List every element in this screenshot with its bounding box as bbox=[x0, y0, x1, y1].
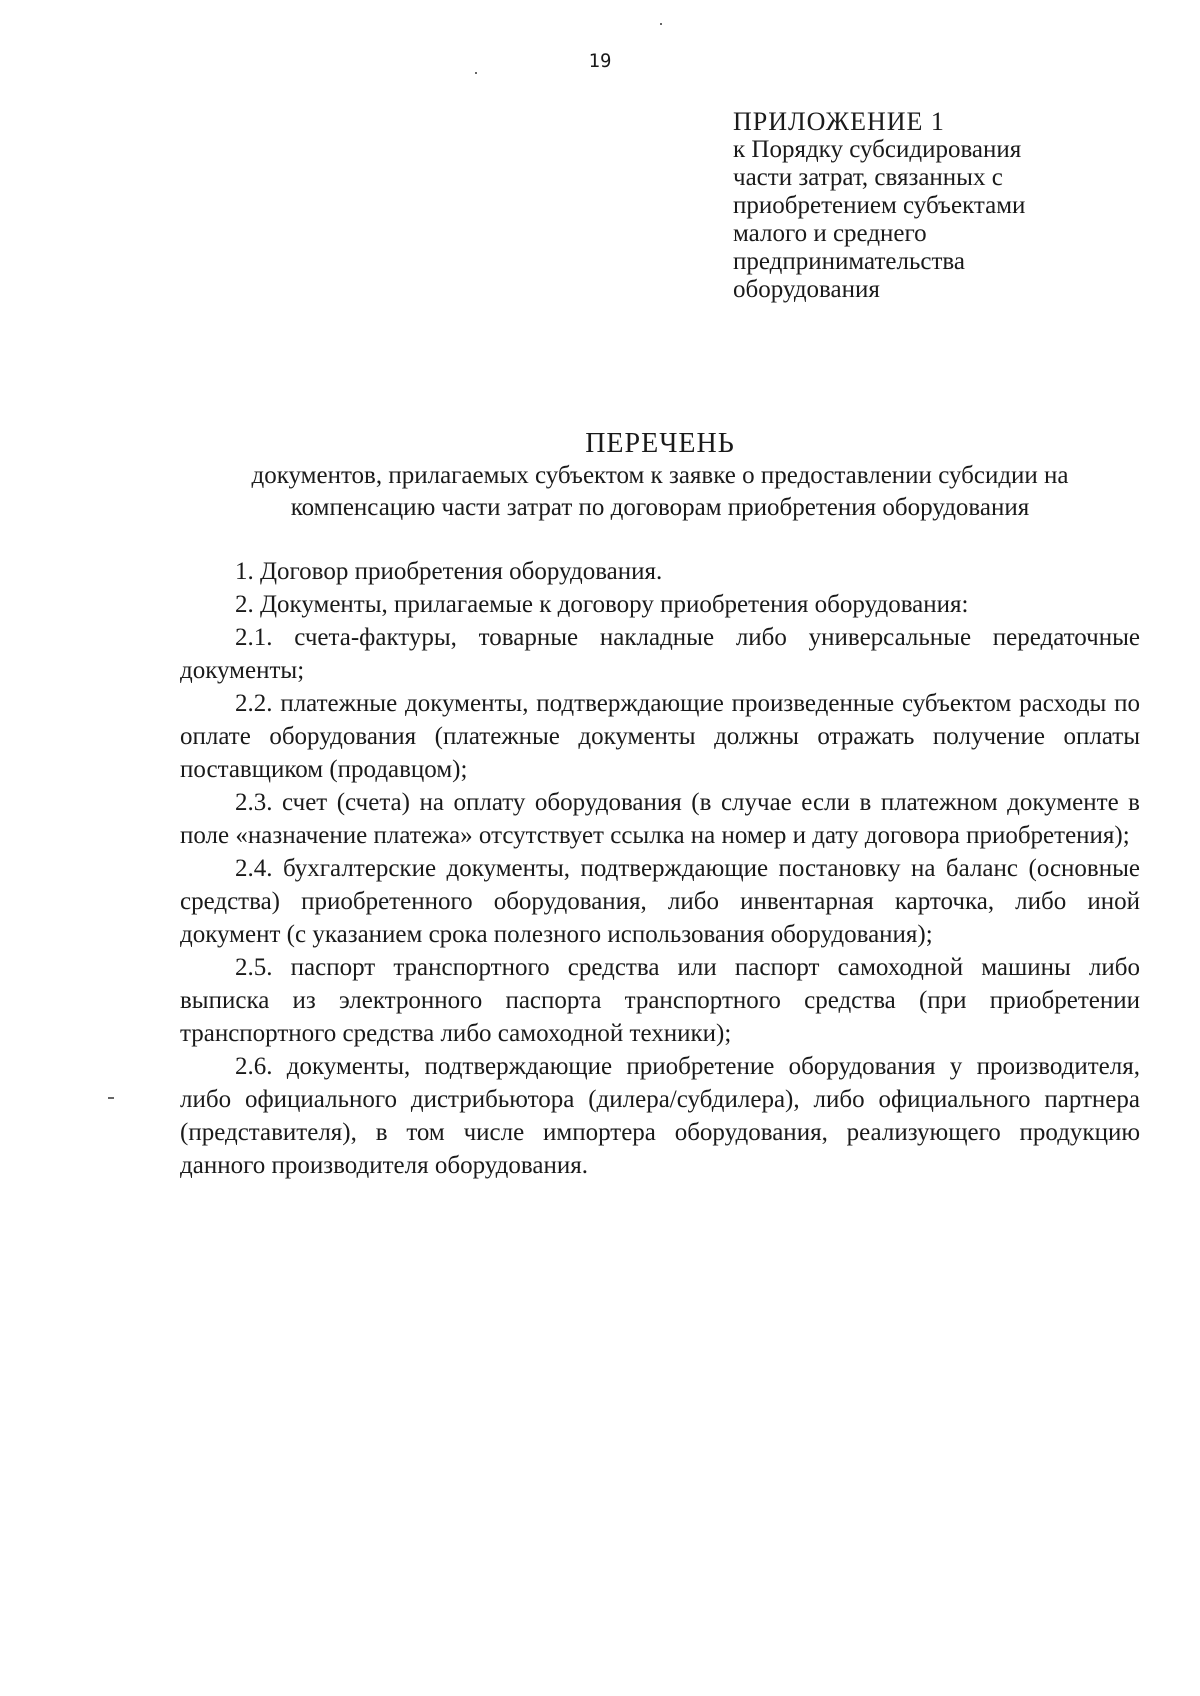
scan-speck bbox=[108, 1097, 114, 1099]
list-item-2-1: 2.1. счета-фактуры, товарные накладные либо универсальные передаточные документы; bbox=[180, 624, 1140, 684]
document-list bbox=[180, 555, 1140, 1182]
list-subtitle-line: документов, прилагаемых субъектом к заявке о предоставлении субсидии на bbox=[251, 462, 1069, 489]
appendix-line: приобретением субъектами bbox=[733, 192, 1026, 219]
list-item-2-5: 2.5. паспорт транспортного средства или паспорт самоходной машины либо выписка из электронного паспорта транспортного средства (при приобретении транспортного средства либо самоходной техники); bbox=[180, 954, 1140, 1047]
appendix-line: части затрат, связанных с bbox=[733, 164, 1003, 191]
list-item-2-6: 2.6. документы, подтверждающие приобретение оборудования у производителя, либо официального дистрибьютора (дилера/субдилера), либо официального партнера (представителя), в том числе импортера оборудования, реализующего продукцию данного производителя оборудования. bbox=[180, 1053, 1140, 1179]
appendix-line: предпринимательства bbox=[733, 248, 965, 275]
appendix-line: малого и среднего bbox=[733, 220, 927, 247]
appendix-title: ПРИЛОЖЕНИЕ 1 bbox=[733, 107, 945, 136]
appendix-line: к Порядку субсидирования bbox=[733, 136, 1022, 163]
list-item-2-3: 2.3. счет (счета) на оплату оборудования (в случае если в платежном документе в поле «назначение платежа» отсутствует ссылка на номер и дату договора приобретения); bbox=[180, 789, 1140, 849]
list-subtitle bbox=[180, 460, 1140, 524]
appendix-line: оборудования bbox=[733, 276, 880, 303]
list-item-2-4: 2.4. бухгалтерские документы, подтверждающие постановку на баланс (основные средства) приобретенного оборудования, либо инвентарная карточка, либо иной документ (с указанием срока полезного использования оборудования); bbox=[180, 855, 1140, 948]
page-number: 19 bbox=[588, 50, 612, 72]
scan-speck bbox=[660, 23, 662, 25]
scan-speck bbox=[475, 72, 477, 74]
appendix-header bbox=[733, 108, 1153, 304]
list-title: ПЕРЕЧЕНЬ bbox=[585, 428, 735, 459]
list-item-1: 1. Договор приобретения оборудования. bbox=[235, 558, 663, 585]
list-item-2: 2. Документы, прилагаемые к договору приобретения оборудования: bbox=[235, 591, 969, 618]
list-subtitle-line: компенсацию части затрат по договорам приобретения оборудования bbox=[290, 494, 1030, 521]
list-item-2-2: 2.2. платежные документы, подтверждающие произведенные субъектом расходы по оплате оборудования (платежные документы должны отражать получение оплаты поставщиком (продавцом); bbox=[180, 690, 1140, 783]
